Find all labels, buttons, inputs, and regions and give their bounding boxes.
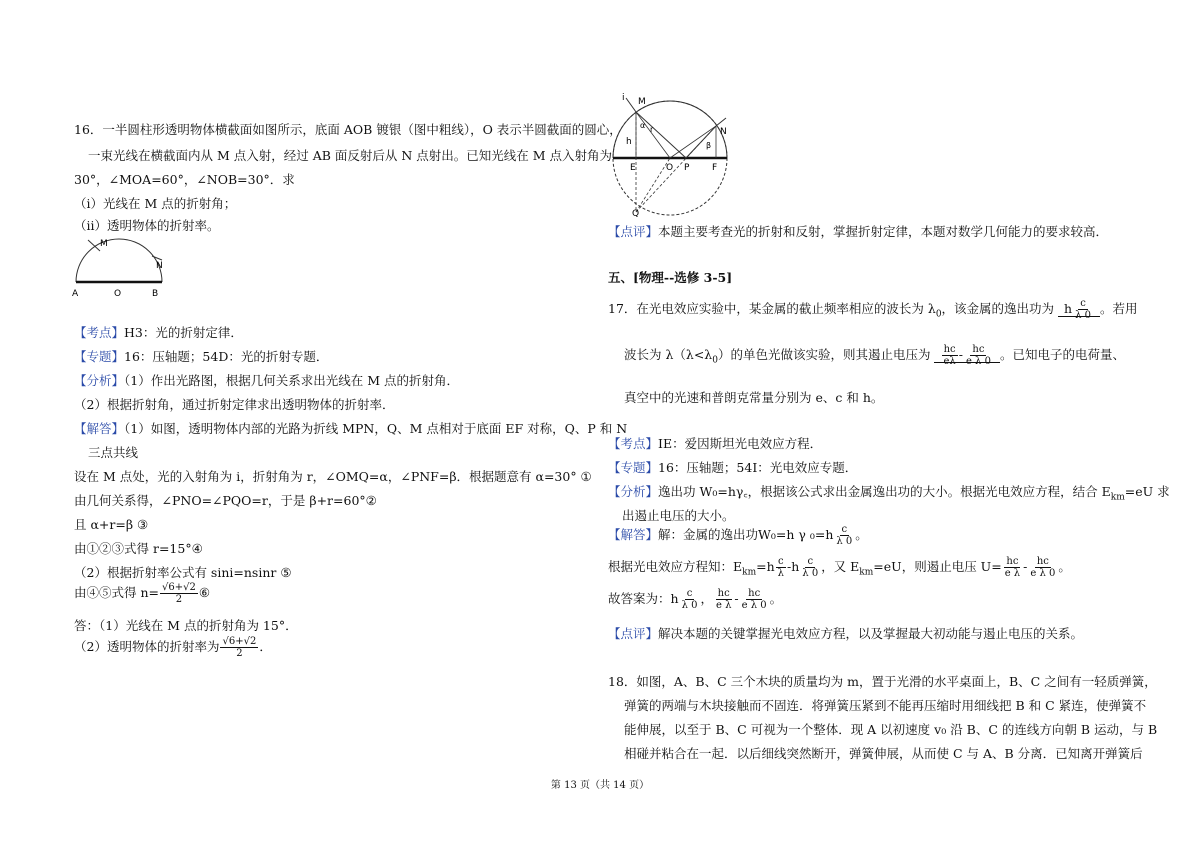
q16-line2: 一束光线在横截面内从 M 点入射，经过 AB 面反射后从 N 点射出。已知光线在 M 点入射角为 — [88, 148, 613, 163]
q16-zhuanti: 【专题】16：压轴题；54D：光的折射专题． — [74, 349, 329, 364]
page-footer: 第 13 页（共 14 页） — [550, 780, 650, 791]
answer-blank-1: h $\frac{c}{\lambda 0}$ — [1058, 301, 1100, 317]
q16-jieda2: 三点共线 — [88, 445, 139, 460]
label-alpha: α — [640, 121, 646, 130]
q16-dianping: 【点评】本题主要考查光的折射和反射，掌握折射定律，本题对数学几何能力的要求较高． — [608, 224, 1109, 239]
q16-item1: （ⅰ）光线在 M 点的折射角； — [74, 196, 237, 211]
q16-answer2: （2）透明物体的折射率为 $\frac{√6+√2}{2}$ ． — [74, 636, 272, 659]
label-e: E — [630, 163, 636, 173]
q16-line3: 30°，∠MOA=60°，∠NOB=30°．求 — [74, 172, 295, 187]
q17-line1: 17．在光电效应实验中，某金属的截止频率相应的波长为 $\lambda_0$，该金属的逸出功为 h $\frac{c}{\lambda 0}$ 。若用 — [608, 298, 1138, 321]
label-q: Q — [632, 209, 640, 218]
q16-step5: （2）根据折射率公式有 sini=nsinr ⑤ — [74, 565, 292, 580]
q18-line4: 相碰并粘合在一起．以后细线突然断开，弹簧伸展，从而使 C 与 A、B 分离．已知离开弹簧后 — [624, 746, 1143, 761]
q17-line3: 真空中的光速和普朗克常量分别为 e、c 和 h。 — [624, 390, 884, 405]
q17-fenxi: 【分析】逸出功 W₀=hγ꜀，根据该公式求出金属逸出功的大小。根据光电效应方程，结合 $E_{km}=eU$ 求 — [608, 484, 1170, 503]
q17-fenxi2: 出遏止电压的大小。 — [622, 508, 735, 523]
optics-diagram — [602, 88, 734, 218]
q16-fenxi: 【分析】（1）作出光路图，根据几何关系求出光线在 M 点的折射角． — [74, 373, 459, 388]
q18-line3: 能伸展，以至于 B、C 可视为一个整体．现 A 以初速度 v₀ 沿 B、C 的连线方向朝 B 运动，与 B — [624, 722, 1158, 737]
label-m: M — [100, 239, 108, 249]
q17-answer: 故答案为：h $\frac{c}{\lambda 0}$ ， $\frac{hc}{\text{e λ}}$ - $\frac{hc}{\text{e λ 0}}$ 。 — [608, 588, 783, 611]
answer-blank-2: $\frac{hc}{e\lambda}$ - $\frac{hc}{\text{e λ 0}}$ — [934, 347, 999, 363]
q16-item2: （ⅱ）透明物体的折射率。 — [74, 218, 220, 233]
q17-equation: 根据光电效应方程知：$E_{km}=h$ $\frac{c}{\lambda}$ -h $\frac{c}{\lambda 0}$ ，又 $E_{km}=eU$，则遏止电压 U= $\frac{hc}{\text{e λ}}$ - $\frac{hc}{\text{e λ 0}}$ 。 — [608, 556, 1071, 579]
label-o: O — [114, 289, 122, 299]
section-heading: 五、[物理--选修 3-5] — [608, 270, 733, 285]
q16-step3: 且 α+r=β ③ — [74, 517, 149, 532]
label-n2: N — [720, 127, 727, 137]
q17-zhuanti: 【专题】16：压轴题；54I：光电效应专题． — [608, 460, 858, 475]
label-a: A — [72, 289, 79, 299]
label-m2: M — [638, 97, 646, 107]
label-beta: β — [706, 141, 712, 150]
label-h: h — [626, 137, 632, 147]
q17-dianping: 【点评】解决本题的关键掌握光电效应方程，以及掌握最大初动能与遏止电压的关系。 — [608, 626, 1084, 641]
label-b: B — [152, 289, 159, 299]
q17-kaodian: 【考点】IE：爱因斯坦光电效应方程． — [608, 436, 823, 451]
q16-fenxi2: （2）根据折射角，通过折射定律求出透明物体的折射率． — [74, 397, 395, 412]
label-p: P — [684, 163, 690, 173]
q18-line1: 18．如图，A、B、C 三个木块的质量均为 m，置于光滑的水平桌面上，B、C 之间有一轻质弹簧， — [608, 674, 1157, 689]
q17-jieda: 【解答】解：金属的逸出功W₀=h γ ₀=h $\frac{c}{\lambda 0}$ 。 — [608, 524, 868, 547]
label-f: F — [712, 163, 718, 173]
q16-answer1: 答：（1）光线在 M 点的折射角为 15°． — [74, 618, 298, 633]
q17-line2: 波长为 $\lambda(\lambda<\lambda_0)$的单色光做该实验，则其遏止电压为 $\frac{hc}{e\lambda}$ - $\frac{hc}{\text{e λ 0}}$ 。已知电子的电荷量、 — [624, 344, 1125, 367]
q16-step6: 由④⑤式得 n= $\frac{√6+√2}{2}$ ⑥ — [74, 582, 211, 605]
q16-step1: 设在 M 点处，光的入射角为 i，折射角为 r，∠OMQ=α，∠PNF=β．根据题意有 α=30° ① — [74, 469, 592, 484]
q16-kaodian: 【考点】H3：光的折射定律． — [74, 325, 243, 340]
q16-line1: 16．一半圆柱形透明物体横截面如图所示，底面 AOB 镀银（图中粗线），O 表示半圆截面的圆心， — [74, 122, 622, 137]
label-i: i — [622, 93, 625, 103]
semicircle-figure — [66, 232, 176, 300]
q18-line2: 弹簧的两端与木块接触而不固连．将弹簧压紧到不能再压缩时用细线把 B 和 C 紧连，使弹簧不 — [624, 698, 1147, 713]
q16-jieda: 【解答】（1）如图，透明物体内部的光路为折线 MPN，Q、M 点相对于底面 EF 对称，Q、P 和 N — [74, 421, 628, 436]
q16-step4: 由①②③式得 r=15°④ — [74, 541, 203, 556]
label-r: r — [650, 125, 654, 134]
q16-step2: 由几何关系得，∠PNO=∠PQO=r，于是 β+r=60°② — [74, 493, 377, 508]
label-n: N — [156, 261, 163, 271]
label-o2: O — [666, 163, 674, 173]
